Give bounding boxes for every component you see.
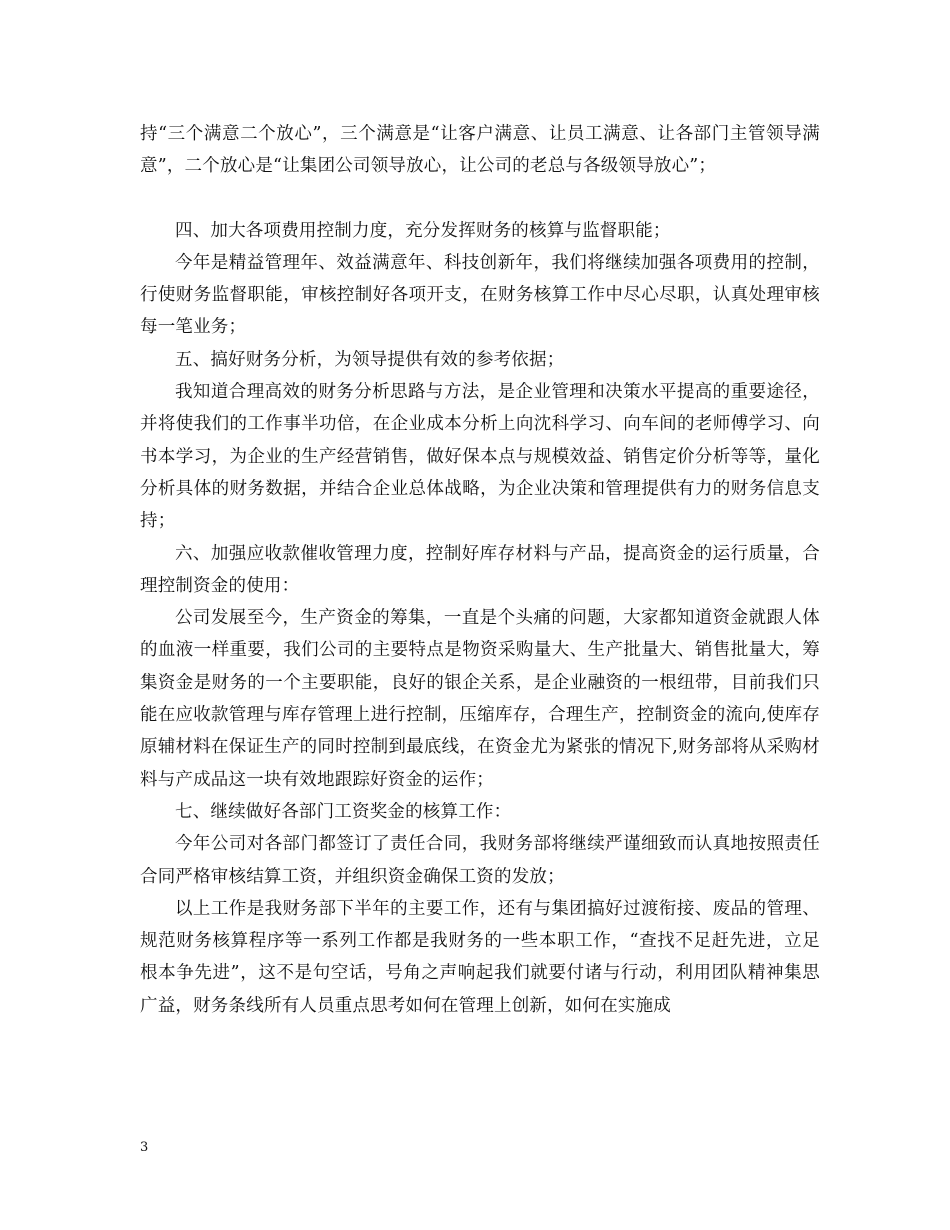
section-heading-six: 六、加强应收款催收管理力度，控制好库存材料与产品，提高资金的运行质量，合理控制资金的使用： (140, 543, 820, 596)
paragraph-cost-control: 今年是精益管理年、效益满意年、科技创新年，我们将继续加强各项费用的控制，行使财务监督职能，审核控制好各项开支，在财务核算工作中尽心尽职，认真处理审核每一笔业务； (140, 252, 820, 338)
document-body (140, 118, 820, 1022)
paragraph-financial-analysis: 我知道合理高效的财务分析思路与方法，是企业管理和决策水平提高的重要途径，并将使我们的工作事半功倍，在企业成本分析上向沈科学习、向车间的老师傅学习、向书本学习，为企业的生产经营销售，做好保本点与规模效益、销售定价分析等等，量化分析具体的财务数据，并结合企业总体战略，为企业决策和管理提供有力的财务信息支持； (140, 382, 820, 532)
paragraph-funds-management: 公司发展至今，生产资金的筹集，一直是个头痛的问题，大家都知道资金就跟人体的血液一样重要，我们公司的主要特点是物资采购量大、生产批量大、销售批量大，筹集资金是财务的一个主要职能，良好的银企关系，是企业融资的一根纽带，目前我们只能在应收款管理与库存管理上进行控制，压缩库存，合理生产，控制资金的流向,使库存原辅材料在保证生产的同时控制到最底线，在资金尤为紧张的情况下,财务部将从采购材料与产成品这一块有效地跟踪好资金的运作； (140, 608, 820, 790)
page-number: 3 (140, 1140, 149, 1155)
section-heading-four: 四、加大各项费用控制力度，充分发挥财务的核算与监督职能； (175, 220, 671, 241)
paragraph-continuation: 持“三个满意二个放心”，三个满意是“让客户满意、让员工满意、让各部门主管领导满意”，二个放心是“让集团公司领导放心，让公司的老总与各级领导放心”； (140, 124, 820, 177)
section-heading-five: 五、搞好财务分析，为领导提供有效的参考依据； (175, 349, 565, 370)
section-heading-seven: 七、继续做好各部门工资奖金的核算工作： (175, 801, 512, 822)
paragraph-summary: 以上工作是我财务部下半年的主要工作，还有与集团搞好过渡衔接、废品的管理、规范财务核算程序等一系列工作都是我财务的一些本职工作，“查找不足赶先进，立足根本争先进”，这不是句空话，号角之声响起我们就要付诸与行动，利用团队精神集思广益，财务条线所有人员重点思考如何在管理上创新，如何在实施成 (140, 898, 820, 1016)
paragraph-salary-accounting: 今年公司对各部门都签订了责任合同，我财务部将继续严谨细致而认真地按照责任合同严格审核结算工资，并组织资金确保工资的发放； (140, 834, 820, 887)
